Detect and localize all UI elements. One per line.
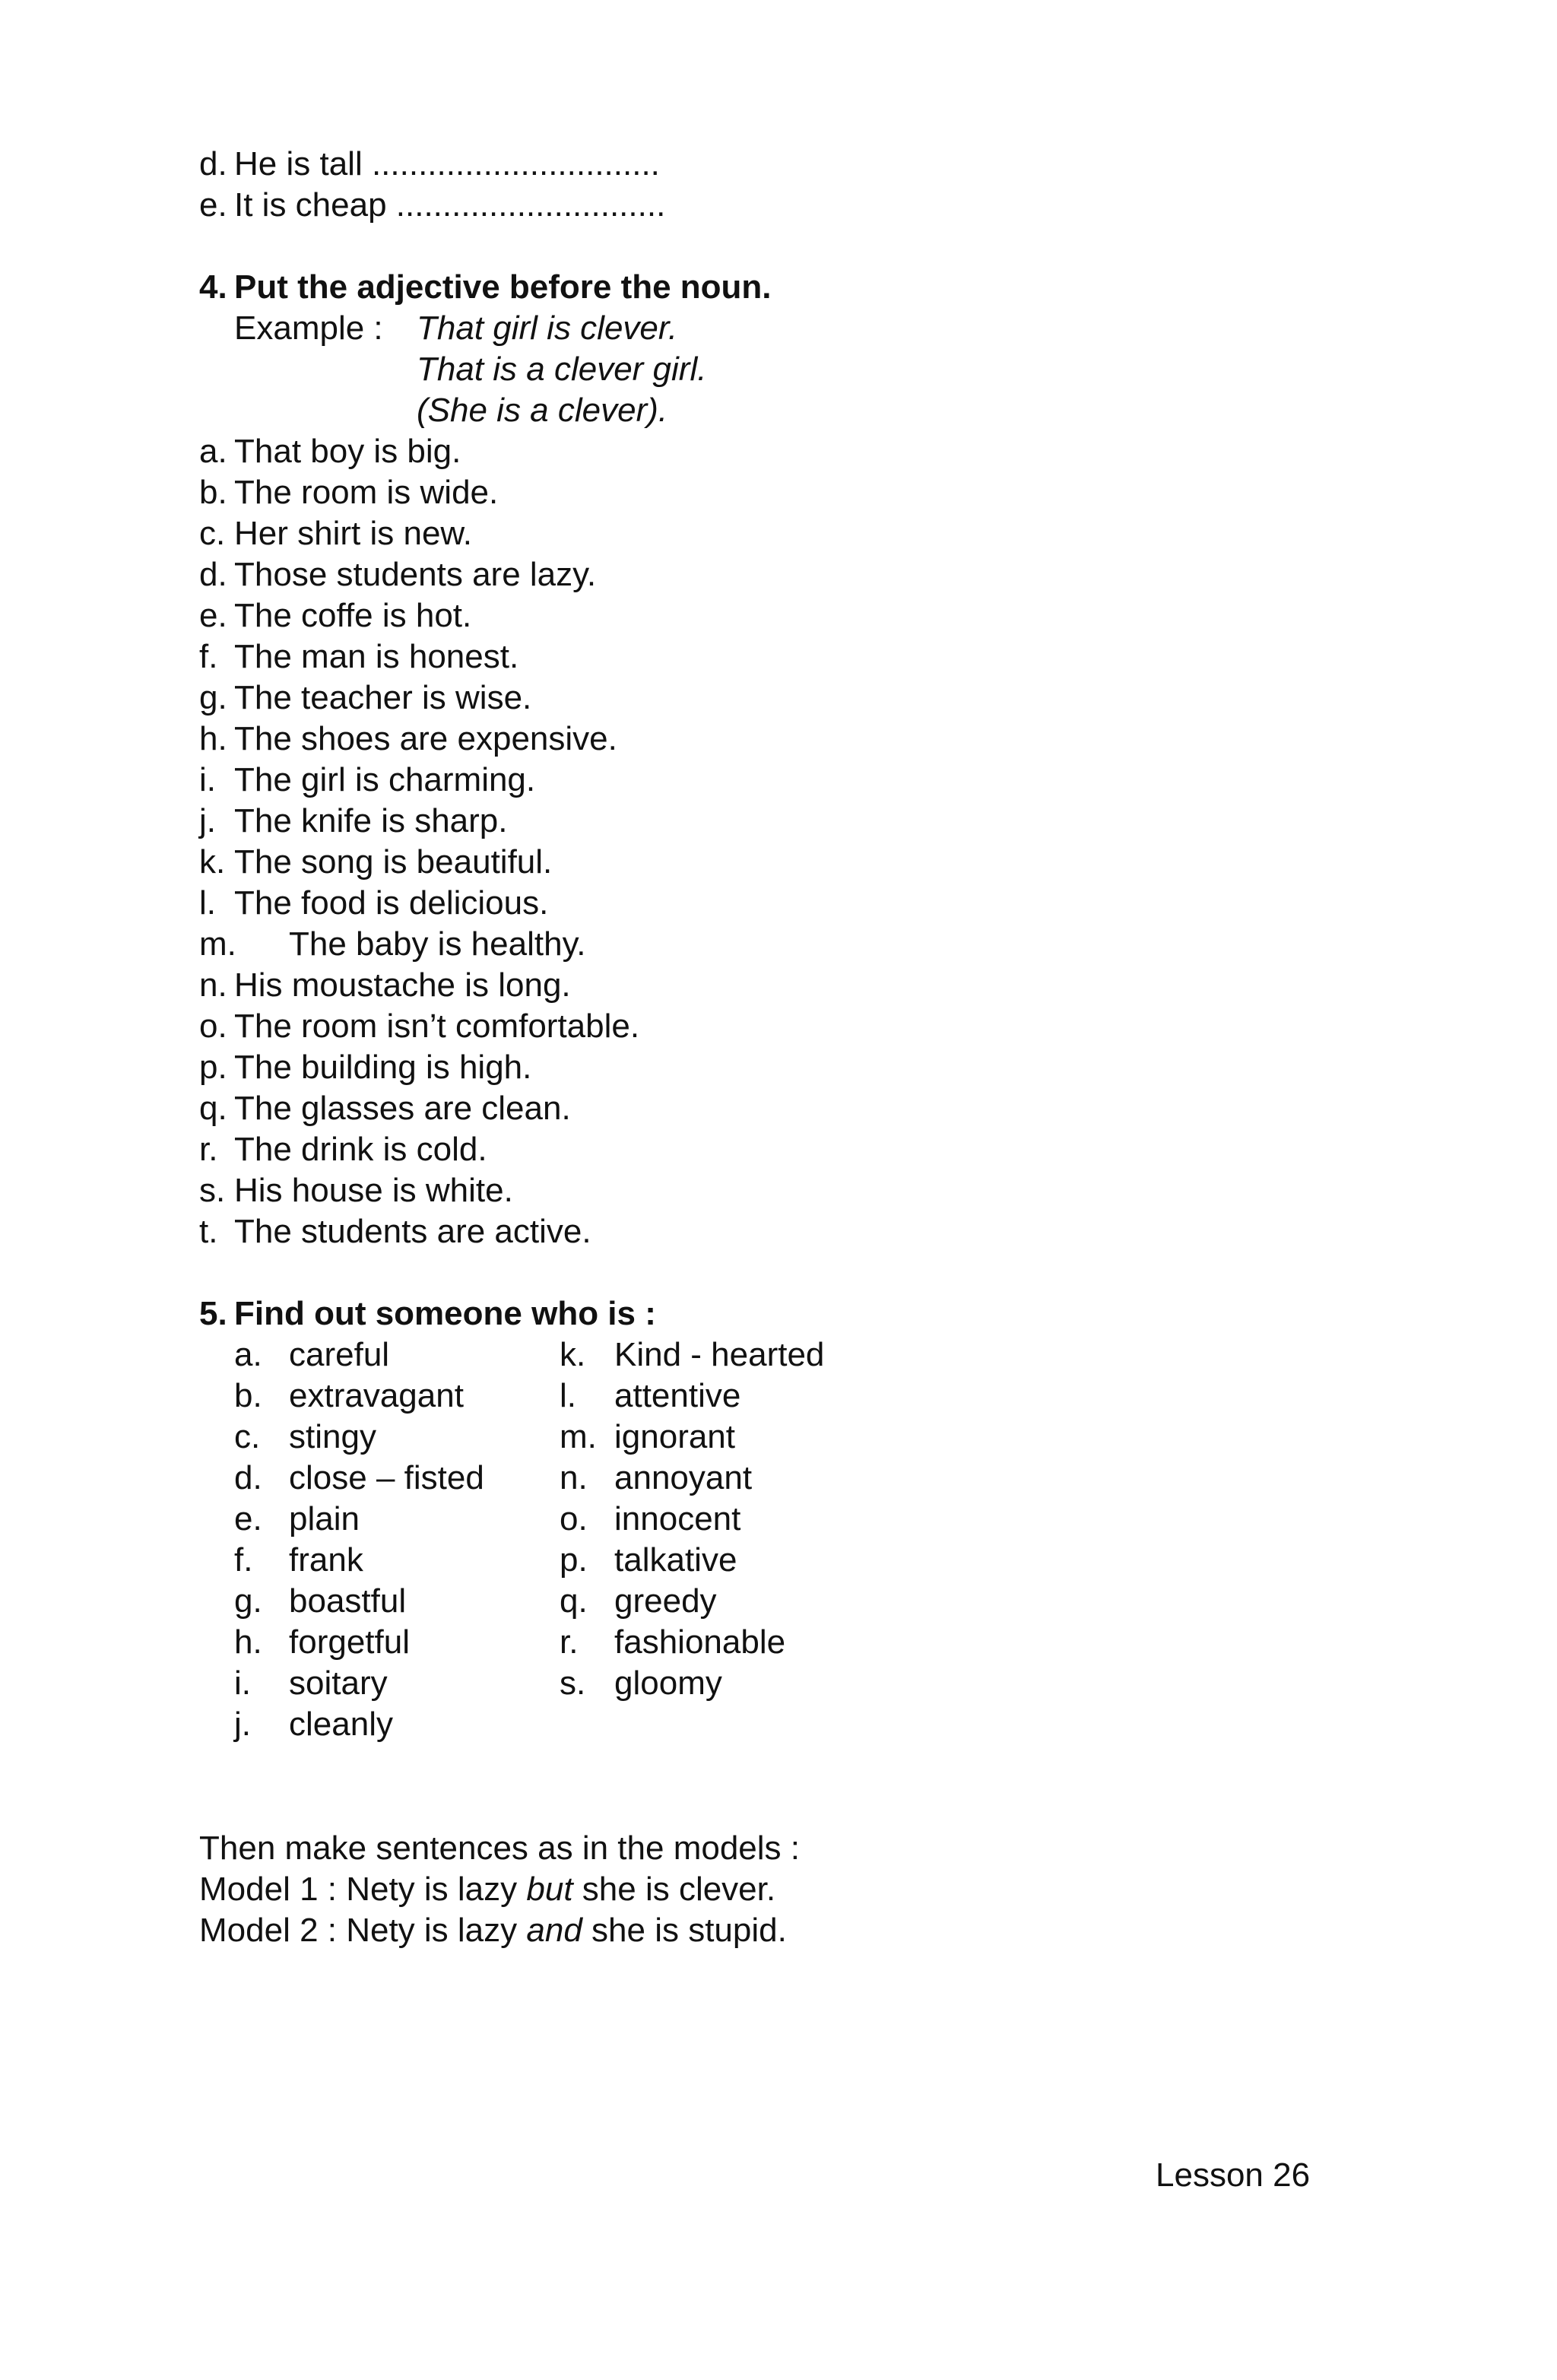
item-label: g. bbox=[234, 1582, 262, 1620]
item-text: stingy bbox=[289, 1418, 376, 1455]
item-text: The coffe is hot. bbox=[234, 597, 472, 634]
model-emphasis: but bbox=[526, 1871, 573, 1908]
model-emphasis: and bbox=[526, 1912, 582, 1949]
item-label: d. bbox=[234, 1459, 262, 1496]
item-text: Kind - hearted bbox=[614, 1336, 825, 1373]
item-text: Those students are lazy. bbox=[234, 556, 597, 593]
item-label: o. bbox=[199, 1008, 227, 1045]
item-label: d. bbox=[199, 145, 227, 182]
item-text: The teacher is wise. bbox=[234, 679, 532, 716]
item-text: Her shirt is new. bbox=[234, 515, 472, 552]
item-text: His moustache is long. bbox=[234, 966, 571, 1004]
item-label: f. bbox=[199, 638, 218, 675]
item-label: a. bbox=[234, 1336, 262, 1373]
item-text: The building is high. bbox=[234, 1049, 532, 1086]
item-label: m. bbox=[560, 1418, 597, 1455]
item-text: It is cheap ............................. bbox=[234, 186, 666, 224]
item-label: l. bbox=[199, 884, 216, 922]
instruction-text: Then make sentences as in the models : bbox=[199, 1829, 800, 1867]
item-text: He is tall ............................... bbox=[234, 145, 660, 182]
item-label: h. bbox=[199, 720, 227, 757]
item-label: l. bbox=[560, 1377, 576, 1414]
item-label: q. bbox=[560, 1582, 588, 1620]
item-label: a. bbox=[199, 433, 227, 470]
item-label: k. bbox=[560, 1336, 586, 1373]
item-label: j. bbox=[199, 802, 216, 839]
item-text: The knife is sharp. bbox=[234, 802, 508, 839]
item-text: ignorant bbox=[614, 1418, 736, 1455]
item-text: frank bbox=[289, 1541, 363, 1579]
item-text: plain bbox=[289, 1500, 360, 1537]
model-sentence bbox=[199, 1910, 787, 1951]
item-text: The drink is cold. bbox=[234, 1131, 487, 1168]
item-label: h. bbox=[234, 1623, 262, 1661]
item-label: e. bbox=[199, 186, 227, 224]
item-text: innocent bbox=[614, 1500, 741, 1537]
item-label: r. bbox=[560, 1623, 579, 1661]
item-text: annoyant bbox=[614, 1459, 753, 1496]
item-label: b. bbox=[234, 1377, 262, 1414]
section-title: Find out someone who is : bbox=[234, 1295, 656, 1332]
item-text: The room is wide. bbox=[234, 474, 499, 511]
example-label: Example : bbox=[234, 309, 383, 347]
item-text: That boy is big. bbox=[234, 433, 461, 470]
item-text: extravagant bbox=[289, 1377, 464, 1414]
item-label: g. bbox=[199, 679, 227, 716]
page-footer: Lesson 26 bbox=[1156, 2156, 1311, 2194]
item-label: f. bbox=[234, 1541, 253, 1579]
item-label: j. bbox=[234, 1706, 251, 1743]
item-label: d. bbox=[199, 556, 227, 593]
model-prefix: Model 1 : Nety is lazy bbox=[199, 1871, 527, 1908]
item-text: attentive bbox=[614, 1377, 741, 1414]
item-label: p. bbox=[199, 1049, 227, 1086]
item-label: t. bbox=[199, 1213, 218, 1250]
item-text: boastful bbox=[289, 1582, 407, 1620]
item-text: His house is white. bbox=[234, 1172, 513, 1209]
section-title: Put the adjective before the noun. bbox=[234, 268, 772, 306]
item-text: The students are active. bbox=[234, 1213, 591, 1250]
item-text: The girl is charming. bbox=[234, 761, 536, 798]
item-text: The man is honest. bbox=[234, 638, 519, 675]
example-sentence: (She is a clever). bbox=[417, 392, 668, 429]
item-text: The song is beautiful. bbox=[234, 843, 553, 881]
item-text: close – fisted bbox=[289, 1459, 484, 1496]
item-label: s. bbox=[199, 1172, 226, 1209]
section-number: 4. bbox=[199, 268, 227, 306]
item-label: n. bbox=[199, 966, 227, 1004]
item-label: o. bbox=[560, 1500, 588, 1537]
item-text: gloomy bbox=[614, 1664, 722, 1702]
item-text: cleanly bbox=[289, 1706, 393, 1743]
item-label: s. bbox=[560, 1664, 586, 1702]
item-label: n. bbox=[560, 1459, 588, 1496]
example-sentence: That is a clever girl. bbox=[417, 351, 707, 388]
item-text: careful bbox=[289, 1336, 390, 1373]
item-text: The glasses are clean. bbox=[234, 1090, 571, 1127]
item-text: forgetful bbox=[289, 1623, 410, 1661]
item-label: i. bbox=[199, 761, 216, 798]
item-label: c. bbox=[199, 515, 226, 552]
item-text: soitary bbox=[289, 1664, 388, 1702]
item-label: k. bbox=[199, 843, 226, 881]
item-label: c. bbox=[234, 1418, 261, 1455]
model-suffix: she is stupid. bbox=[582, 1912, 787, 1949]
item-text: The shoes are expensive. bbox=[234, 720, 617, 757]
item-text: greedy bbox=[614, 1582, 717, 1620]
item-label: b. bbox=[199, 474, 227, 511]
item-label: r. bbox=[199, 1131, 218, 1168]
model-prefix: Model 2 : Nety is lazy bbox=[199, 1912, 527, 1949]
item-text: The baby is healthy. bbox=[289, 925, 586, 963]
item-text: talkative bbox=[614, 1541, 737, 1579]
item-label: i. bbox=[234, 1664, 251, 1702]
item-label: e. bbox=[234, 1500, 262, 1537]
model-suffix: she is clever. bbox=[572, 1871, 776, 1908]
item-text: fashionable bbox=[614, 1623, 786, 1661]
section-number: 5. bbox=[199, 1295, 227, 1332]
item-text: The room isn’t comfortable. bbox=[234, 1008, 640, 1045]
example-sentence: That girl is clever. bbox=[417, 309, 678, 347]
model-sentence bbox=[199, 1869, 775, 1910]
item-text: The food is delicious. bbox=[234, 884, 549, 922]
item-label: m. bbox=[199, 925, 236, 963]
item-label: p. bbox=[560, 1541, 588, 1579]
item-label: q. bbox=[199, 1090, 227, 1127]
item-label: e. bbox=[199, 597, 227, 634]
